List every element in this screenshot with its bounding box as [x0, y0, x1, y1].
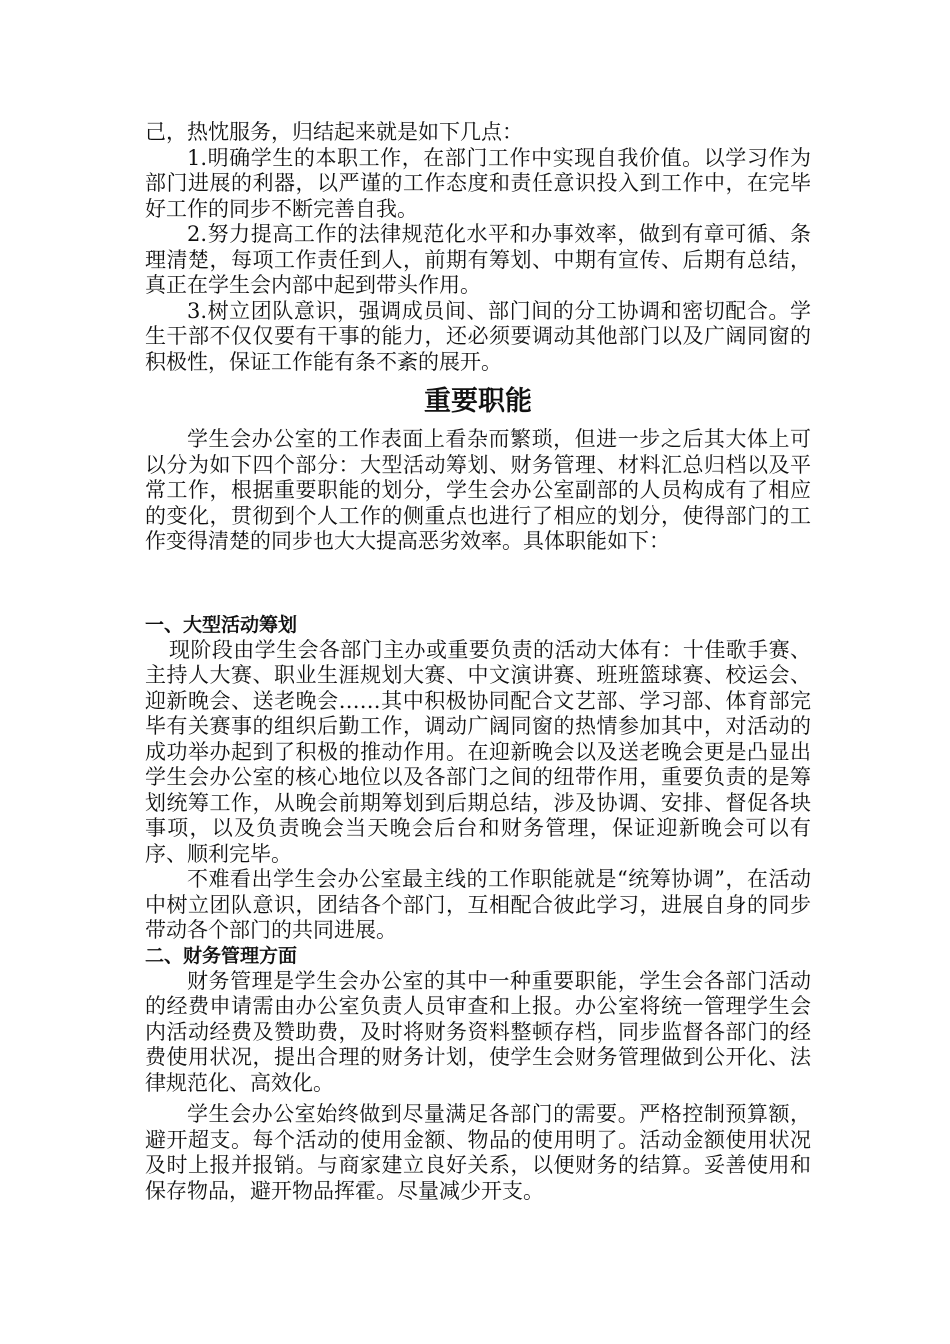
section-intro-paragraph: 学生会办公室的工作表面上看杂而繁琐，但进一步之后其大体上可以分为如下四个部分：大型活动筹划、财务管理、材料汇总归档以及平常工作，根据重要职能的划分，学生会办公室副部的人员构成有了相应的变化，贯彻到个人工作的侧重点也进行了相应的划分，使得部门的工作变得清楚的同步也大大提高恶劣效率。具体职能如下：: [145, 427, 811, 553]
part2-paragraph-1: 财务管理是学生会办公室的其中一种重要职能，学生会各部门活动的经费申请需由办公室负责人员审查和上报。办公室将统一管理学生会内活动经费及赞助费，及时将财务资料整顿存档，同步监督各部门的经费使用状况，提出合理的财务计划，使学生会财务管理做到公开化、法律规范化、高效化。: [145, 968, 811, 1095]
part1-paragraph-1: 现阶段由学生会各部门主办或重要负责的活动大体有：十佳歌手赛、主持人大赛、职业生涯规划大赛、中文演讲赛、班班篮球赛、校运会、迎新晚会、送老晚会……其中积极协同配合文艺部、学习部、体育部完毕有关赛事的组织后勤工作，调动广阔同窗的热情参加其中，对活动的成功举办起到了积极的推动作用。在迎新晚会以及送老晚会更是凸显出学生会办公室的核心地位以及各部门之间的纽带作用，重要负责的是筹划统筹工作，从晚会前期筹划到后期总结，涉及协调、安排、督促各块事项，以及负责晚会当天晚会后台和财务管理，保证迎新晚会可以有序、顺利完毕。: [145, 637, 811, 866]
intro-point-2: 2.努力提高工作的法律规范化水平和办事效率，做到有章可循、条理清楚，每项工作责任到人，前期有筹划、中期有宣传、后期有总结，真正在学生会内部中起到带头作用。: [145, 222, 811, 297]
part2-heading: 二、财务管理方面: [145, 944, 298, 967]
part1-paragraph-2: 不难看出学生会办公室最主线的工作职能就是“统筹协调”，在活动中树立团队意识，团结各个部门，互相配合彼此学习，进展自身的同步带动各个部门的共同进展。: [145, 867, 811, 942]
section-title: 重要职能: [424, 386, 532, 417]
part1-heading: 一、大型活动筹划: [145, 613, 298, 636]
intro-point-3: 3.树立团队意识，强调成员间、部门间的分工协调和密切配合。学生干部不仅仅要有干事的能力，还必须要调动其他部门以及广阔同窗的积极性，保证工作能有条不紊的展开。: [145, 298, 811, 374]
intro-point-1: 1.明确学生的本职工作，在部门工作中实现自我价值。以学习作为部门进展的利器，以严谨的工作态度和责任意识投入到工作中，在完毕好工作的同步不断完善自我。: [145, 145, 811, 221]
part2-paragraph-2: 学生会办公室始终做到尽量满足各部门的需要。严格控制预算额，避开超支。每个活动的使用金额、物品的使用明了。活动金额使用状况及时上报并报销。与商家建立良好关系，以便财务的结算。妥善使用和保存物品，避开物品挥霍。尽量减少开支。: [145, 1102, 811, 1203]
document-page: [145, 120, 811, 1204]
intro-paragraph-0: 己，热忱服务，归结起来就是如下几点：: [145, 120, 523, 144]
